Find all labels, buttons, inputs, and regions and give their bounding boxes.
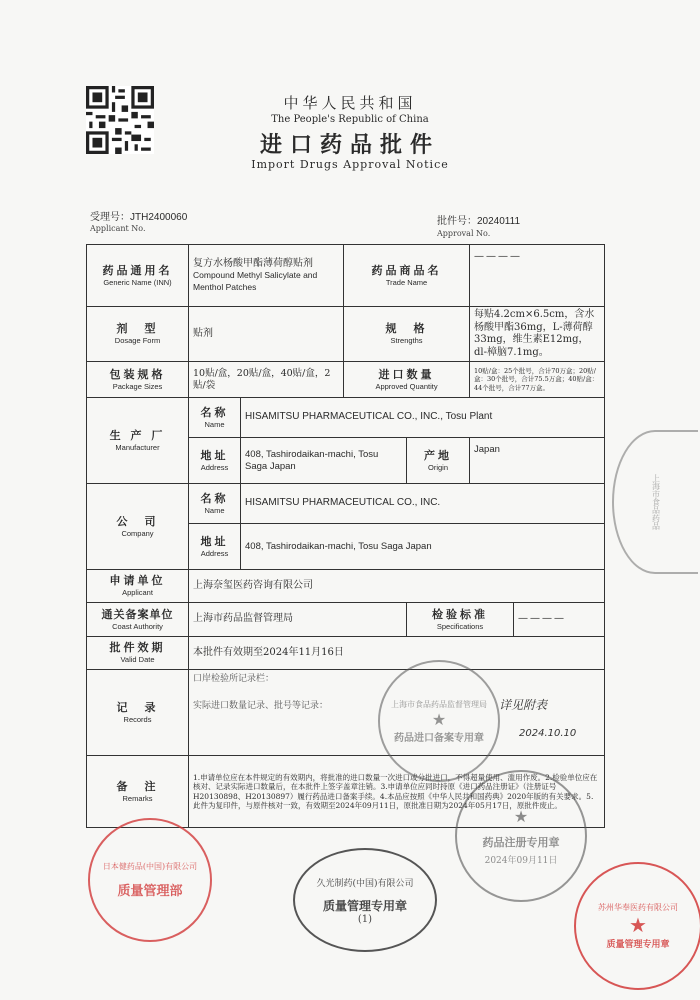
remarks-label: 备 注 Remarks [87, 756, 189, 828]
applicant-no-label: 受理号： [90, 212, 130, 223]
manufacturer-name-label: 名称 Name [189, 398, 241, 438]
row-package [87, 362, 605, 398]
approval-no-en: Approval No. [437, 229, 491, 238]
quality-stamp-left-title: 日本健药品(中国)有限公司 [102, 862, 198, 871]
row-manufacturer-name [87, 398, 605, 438]
company-address-value: 408, Tashirodaikan-machi, Tosu Saga Japan [241, 524, 605, 570]
row-coast-authority [87, 603, 605, 637]
country-en: The People's Republic of China [271, 114, 429, 125]
records-handwriting-date: 2024.10.10 [519, 728, 577, 739]
applicant-no-en: Applicant No. [90, 224, 146, 233]
import-filing-stamp-text: 药品进口备案专用章 [394, 732, 484, 744]
suzhou-stamp-title: 苏州华奉医药有限公司 [598, 903, 678, 912]
registration-stamp-date: 2024年09月11日 [484, 855, 558, 866]
valid-date-label: 批件效期 Valid Date [87, 637, 189, 670]
generic-name-en: Compound Methyl Salicylate and Menthol Patches [193, 270, 318, 292]
dosage-form-label: 剂 型 Dosage Form [87, 307, 189, 362]
origin-value: Japan [470, 438, 605, 484]
quality-stamp-left-text: 质量管理部 [117, 884, 183, 899]
records-line1: 口岸检验所记录栏： [193, 674, 275, 684]
specifications-label: 检验标准 Specifications [407, 603, 514, 637]
applicant-label: 申请单位 Applicant [87, 570, 189, 603]
approved-quantity-value: 10贴/盒：25个批号，合计70万盒；20贴/盒：30个批号，合计75.5万盒；40贴/盒：44个批号，合计77万盒。 [470, 362, 605, 398]
star-icon: ★ [431, 709, 447, 729]
records-handwriting: 详见附表 [499, 698, 548, 712]
trade-name-label: 药品商品名 Trade Name [344, 245, 470, 307]
star-icon: ★ [513, 806, 529, 826]
hisamitsu-stamp-number: (1) [357, 913, 373, 925]
coast-authority-label: 通关备案单位 Coast Authority [87, 603, 189, 637]
registration-stamp [455, 770, 587, 902]
applicant-no [90, 208, 187, 223]
row-applicant [87, 570, 605, 603]
manufacturer-label: 生 产 厂 Manufacturer [87, 398, 189, 484]
trade-name-value: ———— [470, 245, 605, 307]
generic-name-value [189, 245, 344, 307]
remarks-value: 1.申请单位应在本件规定的有效期内，将批准的进口数量一次进口或分批进口，不得超量使用、滥用作废。2.检验单位应在核对、记录实际进口数量后，在本批件上签字盖章注销。3.申请单位应同时持原《进口药品注册证》（注册证号H20130898、H20130897）履行药品进口备案手续。4.本品应按照《中华人民共和国药典》2020年版的有关要求。5.此件为复印件，与原件核对一致，有效期至2024年09月11日，原批准日期为2024年05月17日，原批件废止。 [189, 756, 605, 828]
manufacturer-address-label: 地址 Address [189, 438, 241, 484]
approved-quantity-label: 进口数量 Approved Quantity [344, 362, 470, 398]
row-generic-name [87, 245, 605, 307]
import-filing-stamp [378, 660, 500, 782]
row-dosage [87, 307, 605, 362]
strengths-label: 规 格 Strengths [344, 307, 470, 362]
manufacturer-name-value: HISAMITSU PHARMACEUTICAL CO., INC., Tosu Plant [241, 398, 605, 438]
records-line2: 实际进口数量记录、批号等记录： [193, 701, 329, 712]
row-valid-date [87, 637, 605, 670]
partial-edge-stamp [612, 430, 698, 574]
origin-label: 产地 Origin [407, 438, 470, 484]
generic-name-cn: 复方水杨酸甲酯薄荷醇贴剂 [193, 257, 313, 269]
company-address-label: 地址 Address [189, 524, 241, 570]
applicant-no-value: JTH2400060 [130, 212, 188, 223]
star-icon: ★ [629, 913, 647, 937]
quality-stamp-left [88, 818, 212, 942]
package-sizes-label: 包装规格 Package Sizes [87, 362, 189, 398]
company-name-label: 名称 Name [189, 484, 241, 524]
approval-no [437, 212, 520, 227]
strengths-value: 每贴4.2cm×6.5cm，含水杨酸甲酯36mg，L-薄荷醇33mg，维生素E12mg，dl-樟脑7.1mg。 [470, 307, 605, 362]
hisamitsu-quality-stamp [293, 848, 437, 952]
suzhou-quality-stamp [574, 862, 700, 990]
row-records [87, 670, 605, 756]
registration-stamp-text: 药品注册专用章 [482, 835, 560, 849]
partial-edge-stamp-text: 上海市食品药品 [651, 474, 661, 530]
coast-authority-value: 上海市药品监督管理局 [189, 603, 407, 637]
company-name-value: HISAMITSU PHARMACEUTICAL CO., INC. [241, 484, 605, 524]
manufacturer-address-value: 408, Tashirodaikan-machi, Tosu Saga Japan [241, 438, 407, 484]
applicant-value: 上海奈玺医药咨询有限公司 [189, 570, 605, 603]
document-title-en: Import Drugs Approval Notice [251, 158, 449, 171]
approval-table [86, 244, 605, 828]
valid-date-value: 本批件有效期至2024年11月16日 [189, 637, 605, 670]
country-cn: 中华人民共和国 [283, 94, 417, 112]
generic-name-label: 药品通用名 Generic Name (INN) [87, 245, 189, 307]
company-label: 公 司 Company [87, 484, 189, 570]
approval-no-label: 批件号： [437, 216, 477, 227]
hisamitsu-stamp-title: 久光制药(中国)有限公司 [316, 878, 414, 889]
records-label: 记 录 Records [87, 670, 189, 756]
dosage-form-value: 贴剂 [189, 307, 344, 362]
import-filing-stamp-title: 上海市食品药品监督管理局 [391, 699, 487, 709]
row-company-name [87, 484, 605, 524]
specifications-value: ———— [514, 603, 605, 637]
hisamitsu-stamp-text: 质量管理专用章 [322, 898, 407, 913]
approval-no-value: 20240111 [477, 216, 521, 227]
suzhou-stamp-text: 质量管理专用章 [606, 940, 670, 950]
package-sizes-value: 10贴/盒，20贴/盒，40贴/盒，2贴/袋 [189, 362, 344, 398]
document-title: 进口药品批件 [259, 132, 440, 158]
